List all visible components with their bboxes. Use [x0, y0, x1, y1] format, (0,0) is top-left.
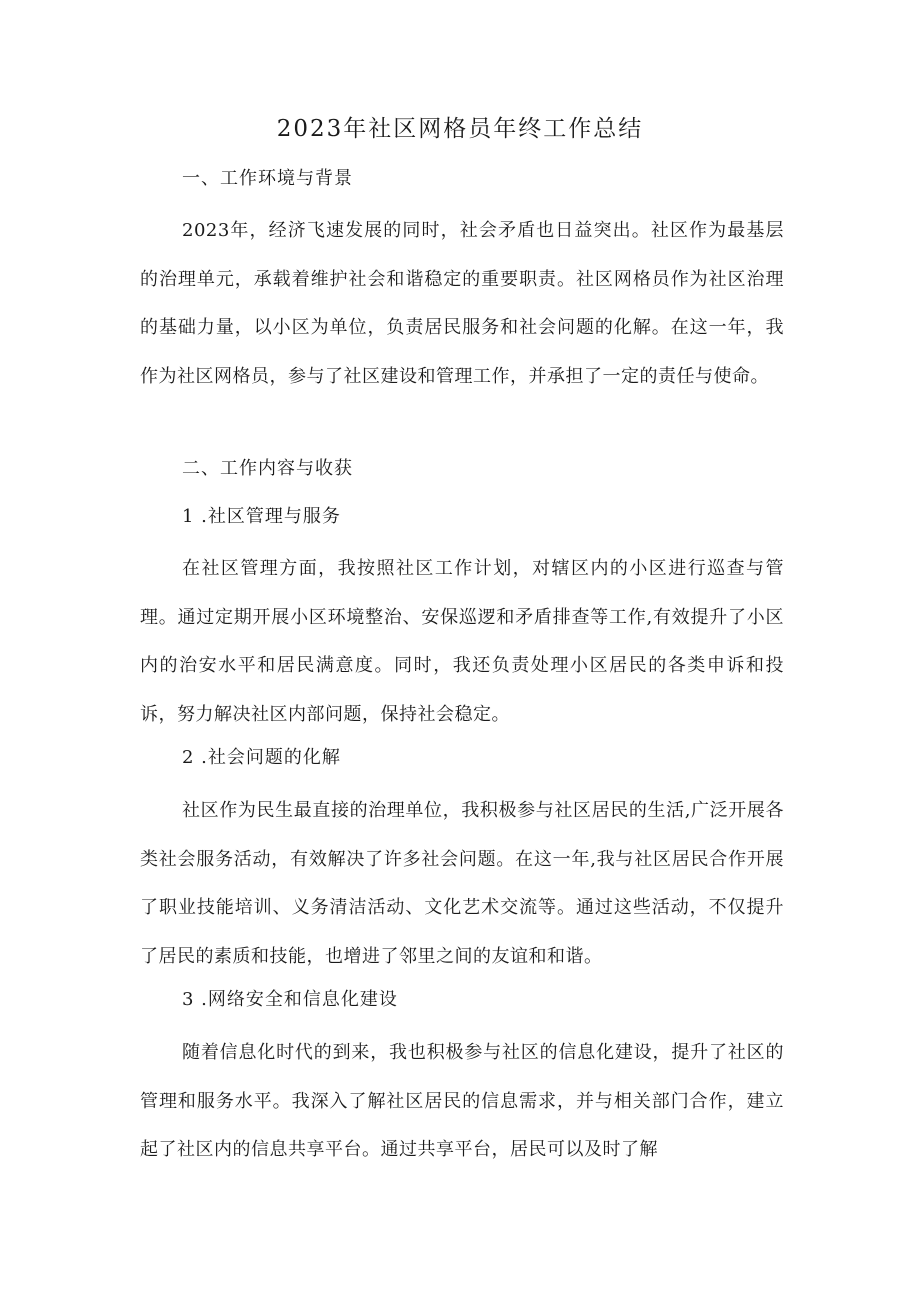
subheading-social-issues: 2 .社会问题的化解 — [182, 747, 341, 768]
subheading-network-security: 3 .网络安全和信息化建设 — [182, 989, 398, 1010]
paragraph-community-management: 在社区管理方面，我按照社区工作计划，对辖区内的小区进行巡查与管理。通过定期开展小区环境整治、安保巡逻和矛盾排查等工作,有效提升了小区内的治安水平和居民满意度。同时，我还负责处理小区居民的各类申诉和投诉，努力解决社区内部问题，保持社会稳定。 — [140, 558, 784, 725]
paragraph-social-issues: 社区作为民生最直接的治理单位，我积极参与社区居民的生活,广泛开展各类社会服务活动，有效解决了许多社会问题。在这一年,我与社区居民合作开展了职业技能培训、义务清洁活动、文化艺术交流等。通过这些活动，不仅提升了居民的素质和技能，也增进了邻里之间的友谊和和谐。 — [140, 800, 784, 967]
section-heading-environment: 一、工作环境与背景 — [182, 168, 353, 189]
section-heading-content: 二、工作内容与收获 — [182, 458, 353, 479]
document-title: 2023年社区网格员年终工作总结 — [276, 116, 644, 142]
paragraph-environment: 2023年，经济飞速发展的同时，社会矛盾也日益突出。社区作为最基层的治理单元，承载着维护社会和谐稳定的重要职责。社区网格员作为社区治理的基础力量，以小区为单位，负责居民服务和社会问题的化解。在这一年，我作为社区网格员，参与了社区建设和管理工作，并承担了一定的责任与使命。 — [140, 220, 784, 387]
subheading-community-management: 1 .社区管理与服务 — [182, 506, 341, 527]
paragraph-network-security: 随着信息化时代的到来，我也积极参与社区的信息化建设，提升了社区的管理和服务水平。我深入了解社区居民的信息需求，并与相关部门合作，建立起了社区内的信息共享平台。通过共享平台，居民可以及时了解 — [140, 1042, 784, 1160]
